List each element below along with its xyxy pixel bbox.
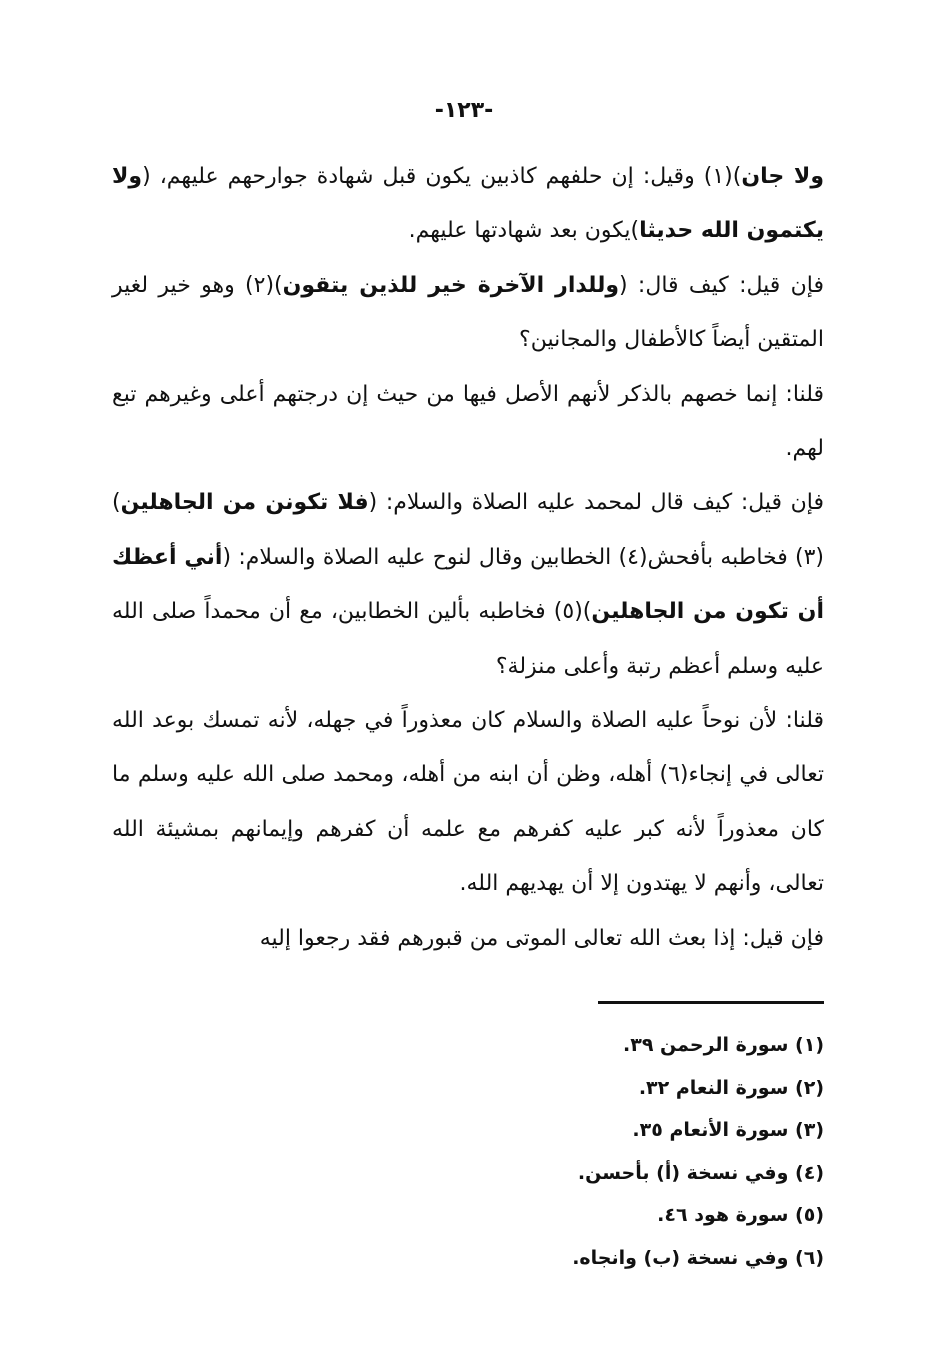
text-run: فإن قيل: إذا بعث الله تعالى الموتى من قبورهم فقد رجعوا إليه [259, 925, 824, 951]
quran-quote: فلا تكونن من الجاهلين [120, 490, 369, 516]
paragraph [112, 259, 824, 368]
main-text [112, 150, 824, 966]
paragraph [112, 912, 824, 966]
text-run: )يكون بعد شهادتها عليهم. [408, 218, 640, 244]
footnote: (٦) وفي نسخة (ب) وانجاه. [572, 1246, 824, 1269]
text-run: )(٥) فخاطبه بألين الخطابين، مع أن محمداً صلى الله عليه وسلم أعظم رتبة وأعلى منزلة؟ [112, 599, 824, 679]
text-run: )(٣) فخاطبه بأفحش(٤) الخطابين وقال لنوح عليه الصلاة والسلام: ( [112, 490, 825, 570]
paragraph [112, 150, 824, 259]
footnote: (١) سورة الرحمن ٣٩. [623, 1034, 824, 1056]
paragraph [112, 368, 824, 477]
footnote: (٤) وفي نسخة (أ) بأحسن. [577, 1161, 824, 1184]
quran-quote: ولا يكتمون الله حديثا [112, 164, 824, 244]
paragraph [112, 694, 824, 912]
footnote: (٥) سورة هود ٤٦. [657, 1204, 824, 1226]
footnotes [424, 1024, 824, 1279]
page-number: -١٢٣- [434, 98, 494, 123]
quran-quote: أني أعظك أن تكون من الجاهلين [112, 544, 824, 625]
text-run: فإن قيل: كيف قال: ( [619, 272, 824, 298]
quran-quote: ولا جان [741, 164, 824, 189]
paragraph [112, 476, 824, 694]
text-run: )(٢) وهو خير لغير المتقين أيضاً كالأطفال والمجانين؟ [112, 272, 824, 353]
text-run: قلنا: إنما خصهم بالذكر لأنهم الأصل فيها من حيث إن درجتهم أعلى وغيرهم تبع لهم. [112, 381, 824, 462]
text-run: )(١) وقيل: إن حلفهم كاذبين يكون قبل شهادة جوارحهم عليهم، ( [142, 164, 742, 189]
footnote: (٣) سورة الأنعام ٣٥. [632, 1119, 824, 1141]
text-run: قلنا: لأن نوحاً عليه الصلاة والسلام كان معذوراً في جهله، لأنه تمسك بوعد الله تعالى في إنجاء(٦) أهله، وظن أن ابنه من أهله، ومحمد صلى الله عليه وسلم ما كان معذوراً لأنه كبر عليه كفرهم مع علمه أن كفرهم وإيمانهم بمشيئة الله تعالى، وأنهم لا يهتدون إلا أن يهديهم الله. [112, 708, 824, 897]
footnote-divider [598, 1001, 824, 1004]
quran-quote: وللدار الآخرة خير للذين يتقون [282, 272, 620, 298]
footnote: (٢) سورة النعام ٣٢. [638, 1076, 824, 1099]
text-run: فإن قيل: كيف قال لمحمد عليه الصلاة والسلام: ( [368, 490, 825, 516]
